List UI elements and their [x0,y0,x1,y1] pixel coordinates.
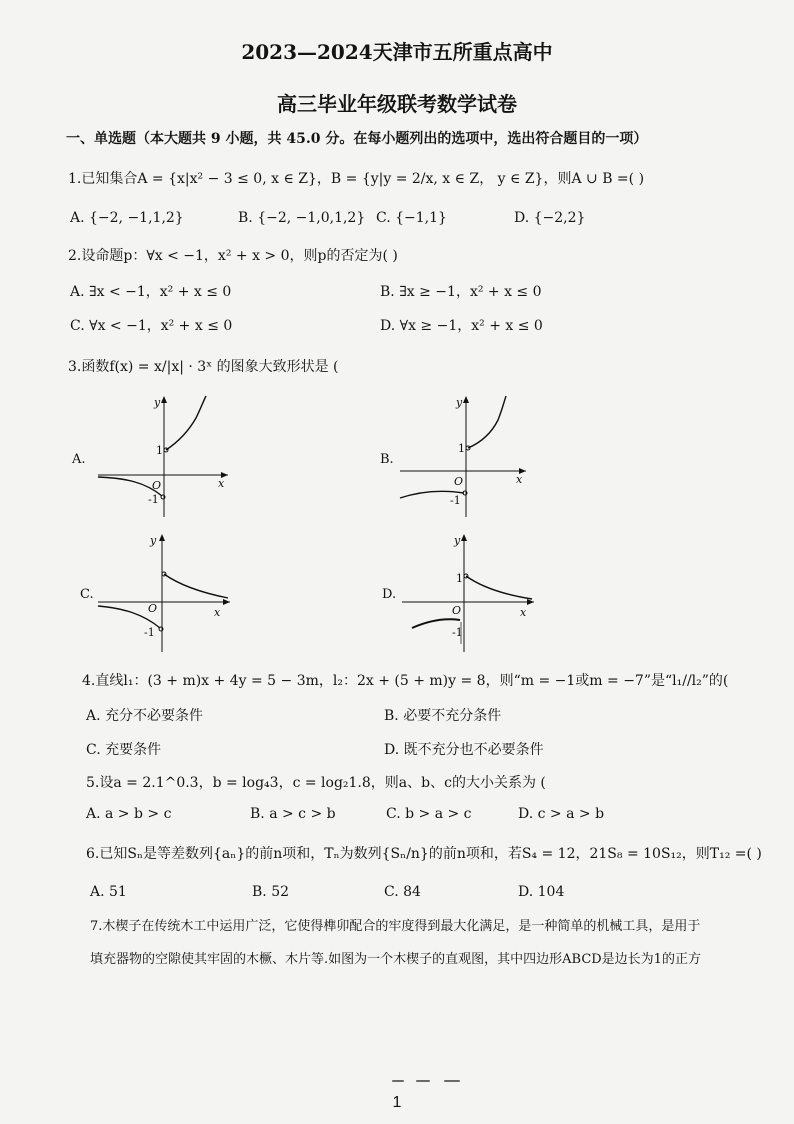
graph-a-y-label: y [154,396,161,409]
graph-b-label: B. [380,452,394,467]
graph-c-origin: O [148,602,158,615]
q1-option-b: B. {−2, −1,0,1,2} [238,210,366,226]
q5-option-b: B. a > c > b [250,806,336,822]
q2-option-b: B. ∃x ≥ −1，x² + x ≤ 0 [380,284,542,300]
graph-b-origin: O [454,475,464,488]
question-4: 4.直线l₁：(3 + m)x + 4y = 5 − 3m，l₂：2x + (5 + m)y = 8，则“m = −1或m = −7”是“l₁//l₂”的( [82,673,729,689]
q6-option-b: B. 52 [252,884,290,900]
graph-c-x-label: x [214,606,221,619]
q5-option-d: D. c > a > b [518,806,605,822]
graph-option-c [78,532,248,661]
q1-option-a: A. {−2, −1,1,2} [70,210,184,226]
exam-title-line2: 高三毕业年级联考数学试卷 [277,92,517,116]
question-6: 6.已知Sₙ是等差数列{aₙ}的前n项和，Tₙ为数列{Sₙ/n}的前n项和，若S₄ = 12，21S₈ = 10S₁₂，则T₁₂ =( ) [86,846,762,862]
graph-d-neg-one: -1 [452,626,463,639]
graph-option-d [380,532,550,661]
graph-c-label: C. [80,587,94,602]
q1-option-c: C. {−1,1} [376,210,447,226]
graph-d-y-label: y [454,534,461,547]
q6-option-c: C. 84 [384,884,421,900]
graph-a-one: 1 [156,444,163,457]
graph-c-neg-one: -1 [144,626,155,639]
exam-title-line1: 2023—2024天津市五所重点高中 [241,40,553,64]
q2-option-c: C. ∀x < −1，x² + x ≤ 0 [70,318,233,334]
question-2: 2.设命题p：∀x < −1，x² + x > 0，则p的否定为( ) [68,248,398,264]
scan-smudge [392,1080,404,1082]
graph-d-x-label: x [520,606,527,619]
q4-option-b: B. 必要不充分条件 [384,708,502,724]
question-1: 1.已知集合A = {x|x² − 3 ≤ 0, x ∈ Z}，B = {y|y = 2/x, x ∈ Z， y ∈ Z}，则A ∪ B =( ) [68,171,645,187]
section-heading: 一、单选题（本大题共 9 小题，共 45.0 分。在每小题列出的选项中，选出符合题目的一项） [66,131,648,147]
question-7-line2: 填充器物的空隙使其牢固的木橛、木片等.如图为一个木楔子的直观图，其中四边形ABCD是边长为1的正方 [90,952,701,967]
graph-a-neg-one: -1 [148,493,159,506]
graph-b-neg-one: -1 [450,494,461,507]
q4-option-c: C. 充要条件 [86,742,162,758]
graph-option-a [70,392,240,526]
q6-option-a: A. 51 [90,884,127,900]
q5-option-a: A. a > b > c [86,806,172,822]
graph-d-origin: O [452,604,462,617]
q2-option-d: D. ∀x ≥ −1，x² + x ≤ 0 [380,318,543,334]
q2-option-a: A. ∃x < −1，x² + x ≤ 0 [70,284,232,300]
graph-a-label: A. [72,452,86,467]
graph-b-y-label: y [456,396,463,409]
graph-b-one: 1 [458,442,465,455]
graph-c-y-label: y [150,534,157,547]
q4-option-a: A. 充分不必要条件 [86,708,204,724]
question-5: 5.设a = 2.1^0.3，b = log₄3，c = log₂1.8，则a、b、c的大小关系为 ( [86,775,546,791]
q4-option-d: D. 既不充分也不必要条件 [384,742,544,758]
graph-a-origin: O [152,479,162,492]
scan-smudge [444,1080,460,1082]
page-number: 1 [392,1094,402,1111]
scan-smudge [416,1080,430,1082]
question-3: 3.函数f(x) = x/|x| · 3ˣ 的图象大致形状是 ( [68,359,339,375]
q5-option-c: C. b > a > c [386,806,472,822]
graph-a-x-label: x [218,477,225,490]
graph-option-b [378,392,548,526]
q1-option-d: D. {−2,2} [514,210,586,226]
question-7-line1: 7.木楔子在传统木工中运用广泛，它使得榫卯配合的牢度得到最大化满足，是一种简单的机械工具，是用于 [90,919,701,934]
q6-option-d: D. 104 [518,884,565,900]
graph-b-x-label: x [516,473,523,486]
graph-d-one: 1 [456,572,463,585]
graph-d-label: D. [382,587,397,602]
